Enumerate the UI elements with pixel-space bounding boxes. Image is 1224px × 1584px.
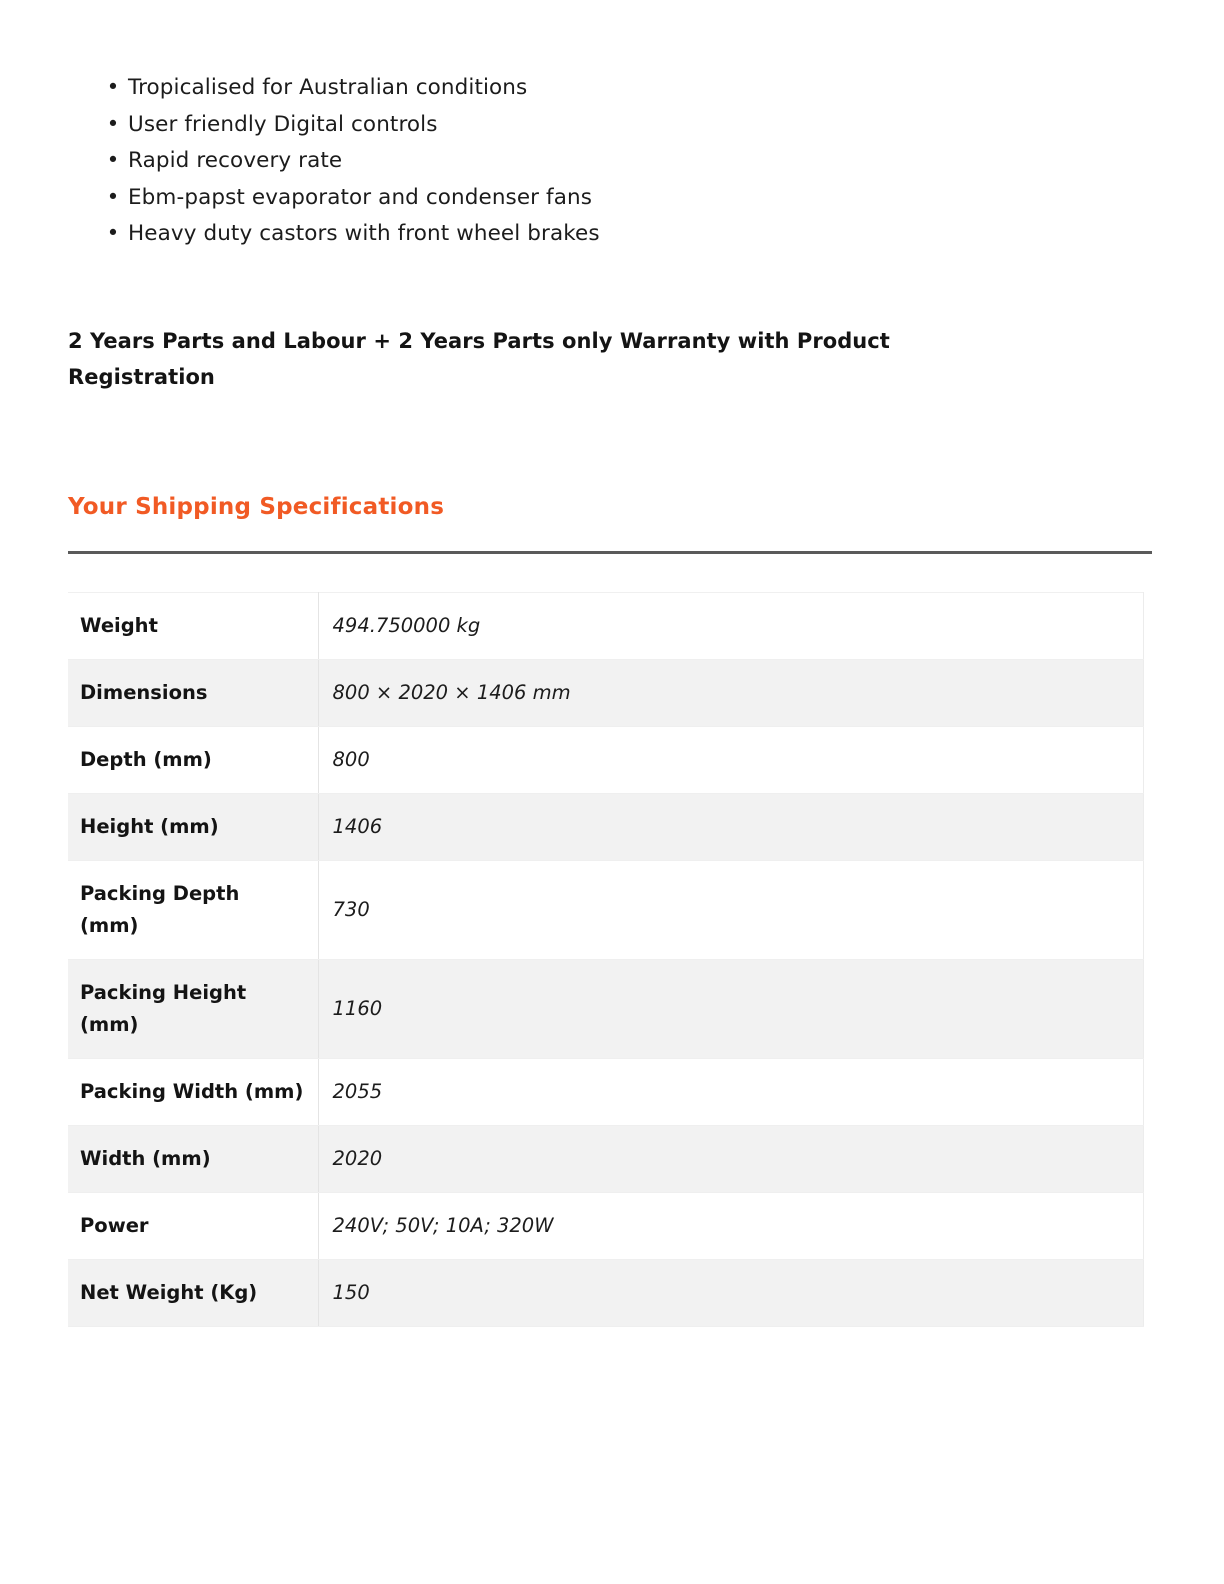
spec-value: 494.750000 kg — [318, 593, 1144, 660]
table-row — [68, 1059, 1144, 1126]
feature-text: Heavy duty castors with front wheel brakes — [128, 221, 600, 246]
spec-value: 150 — [318, 1260, 1144, 1327]
spec-label: Power — [68, 1193, 318, 1260]
list-item — [68, 216, 1128, 253]
spec-label: Packing Height (mm) — [68, 960, 318, 1059]
spec-label: Packing Width (mm) — [68, 1059, 318, 1126]
table-row — [68, 660, 1144, 727]
spec-value: 1406 — [318, 794, 1144, 861]
spec-value: 2020 — [318, 1126, 1144, 1193]
table-row — [68, 861, 1144, 960]
page-title: Your Shipping Specifications — [68, 494, 445, 520]
spec-label: Height (mm) — [68, 794, 318, 861]
list-item — [68, 180, 1128, 217]
spec-label: Dimensions — [68, 660, 318, 727]
table-row — [68, 794, 1144, 861]
bullet-icon: • — [106, 111, 120, 137]
bullet-icon: • — [106, 221, 120, 246]
spec-value: 800 — [318, 727, 1144, 794]
bullet-icon: • — [106, 184, 120, 210]
product-features-list — [68, 70, 1128, 253]
shipping-specifications-table — [68, 592, 1144, 1327]
warranty-statement: 2 Years Parts and Labour + 2 Years Parts only Warranty with Product Registration — [68, 329, 890, 389]
feature-text: Ebm-papst evaporator and condenser fans — [128, 184, 593, 210]
feature-text: Rapid recovery rate — [128, 148, 343, 173]
spec-value: 730 — [318, 861, 1144, 960]
table-row — [68, 1260, 1144, 1327]
feature-text: User friendly Digital controls — [128, 111, 438, 137]
table-row — [68, 1126, 1144, 1193]
list-item — [68, 107, 1128, 144]
spec-label: Net Weight (Kg) — [68, 1260, 318, 1327]
table-row — [68, 593, 1144, 660]
bullet-icon: • — [106, 75, 120, 100]
table-row — [68, 1193, 1144, 1260]
table-body — [68, 593, 1144, 1327]
spec-label: Width (mm) — [68, 1126, 318, 1193]
list-item — [68, 143, 1128, 180]
spec-value: 2055 — [318, 1059, 1144, 1126]
list-item — [68, 70, 1128, 107]
section-divider — [68, 551, 1152, 554]
feature-text: Tropicalised for Australian conditions — [128, 75, 528, 100]
spec-label: Depth (mm) — [68, 727, 318, 794]
spec-value: 800 × 2020 × 1406 mm — [318, 660, 1144, 727]
table-row — [68, 960, 1144, 1059]
spec-label: Packing Depth (mm) — [68, 861, 318, 960]
shipping-specifications-table-container — [68, 592, 1144, 1327]
bullet-icon: • — [106, 148, 120, 173]
table-row — [68, 727, 1144, 794]
spec-value: 1160 — [318, 960, 1144, 1059]
spec-value: 240V; 50V; 10A; 320W — [318, 1193, 1144, 1260]
spec-label: Weight — [68, 593, 318, 660]
